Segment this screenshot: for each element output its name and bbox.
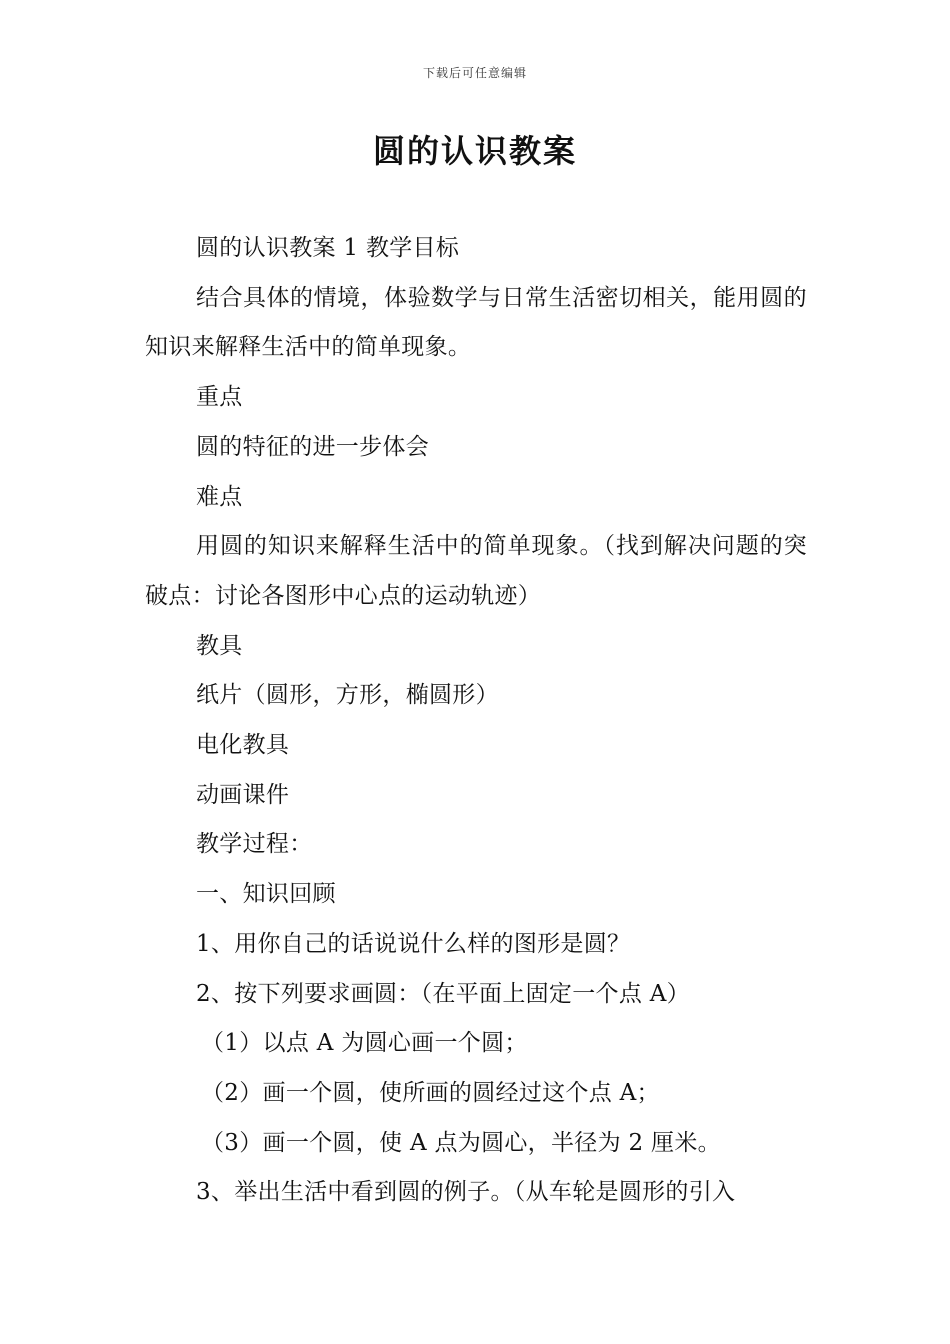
paragraph: 纸片（圆形，方形，椭圆形） bbox=[196, 682, 499, 709]
paragraph: 教学过程： bbox=[196, 831, 313, 858]
paragraph: 2、按下列要求画圆：（在平面上固定一个点 A） bbox=[196, 980, 690, 1007]
paragraph: （1）以点 A 为圆心画一个圆； bbox=[201, 1030, 528, 1057]
paragraph: 圆的认识教案 1 教学目标 bbox=[196, 235, 460, 261]
paragraph: 用圆的知识来解释生活中的简单现象。（找到解决问题的突破点：讨论各图形中心点的运动轨迹） bbox=[145, 533, 807, 609]
paragraph: （3）画一个圆，使 A 点为圆心，半径为 2 厘米。 bbox=[201, 1129, 721, 1156]
document-title: 圆的认识教案 bbox=[372, 132, 577, 170]
document-body bbox=[145, 224, 807, 1218]
paragraph: 动画课件 bbox=[196, 781, 290, 808]
paragraph: 难点 bbox=[196, 483, 243, 510]
paragraph: 圆的特征的进一步体会 bbox=[196, 433, 429, 460]
paragraph: 3、举出生活中看到圆的例子。（从车轮是圆形的引入 bbox=[196, 1179, 736, 1206]
paragraph: 教具 bbox=[196, 632, 243, 659]
paragraph: 电化教具 bbox=[196, 732, 290, 759]
paragraph: 1、用你自己的话说说什么样的图形是圆？ bbox=[196, 930, 631, 957]
paragraph: （2）画一个圆，使所画的圆经过这个点 A； bbox=[201, 1079, 660, 1106]
paragraph: 结合具体的情境，体验数学与日常生活密切相关，能用圆的知识来解释生活中的简单现象。 bbox=[145, 284, 807, 361]
page-header: 下载后可任意编辑 bbox=[422, 66, 527, 80]
paragraph: 一、知识回顾 bbox=[196, 881, 336, 908]
paragraph: 重点 bbox=[196, 384, 243, 411]
